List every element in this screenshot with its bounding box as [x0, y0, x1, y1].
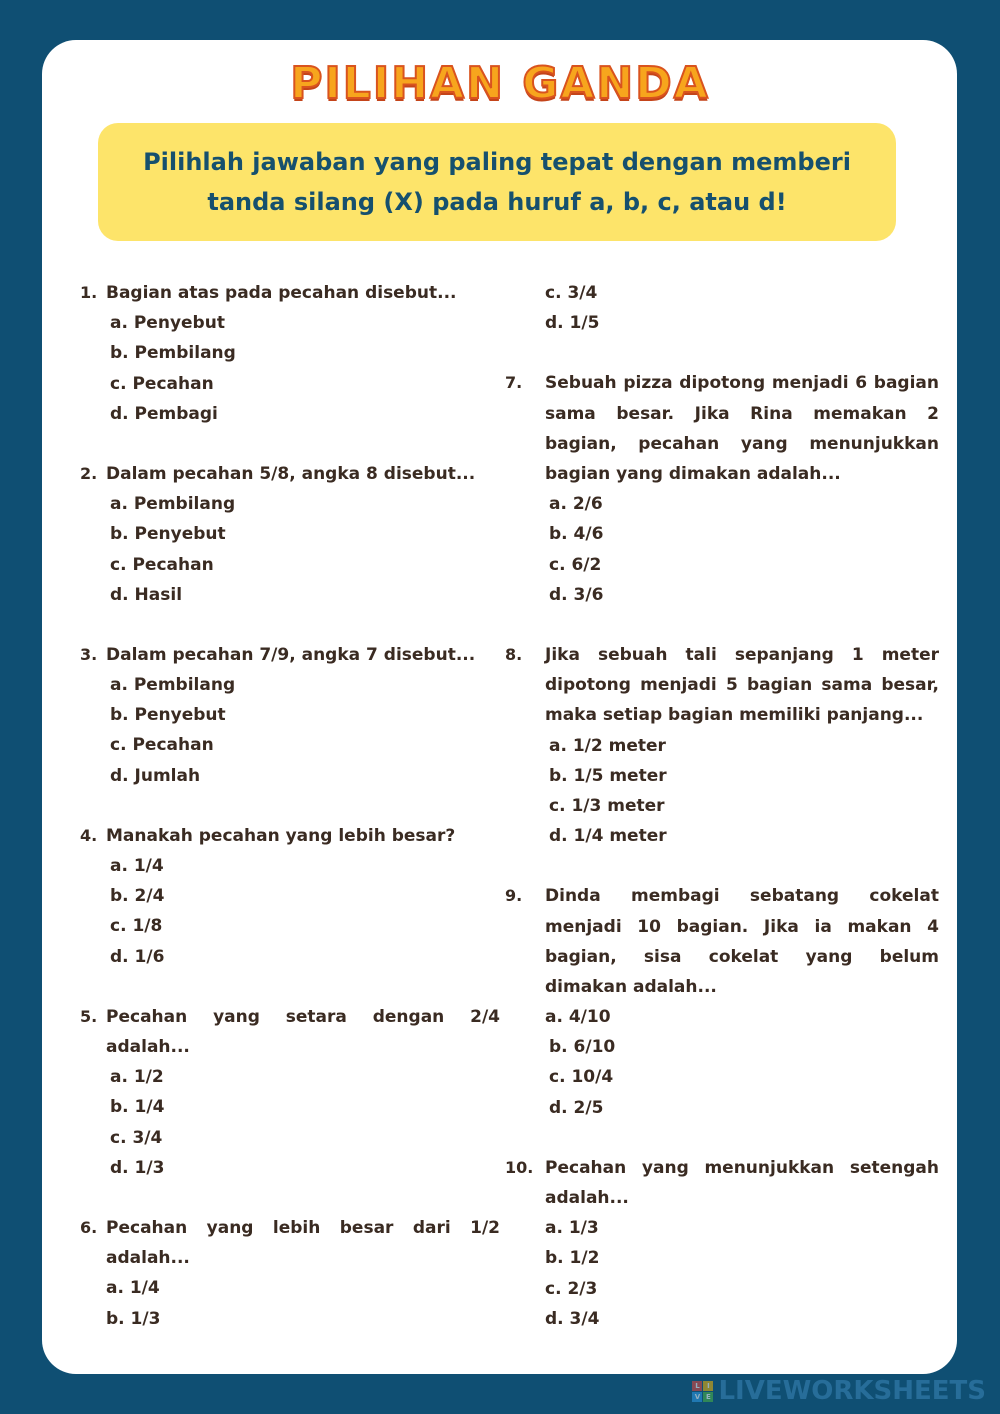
option-b[interactable]: b. 1/4 [110, 1097, 165, 1118]
option-b[interactable]: b. 1/3 [106, 1308, 161, 1329]
question-2 [80, 459, 500, 610]
liveworksheets-logo-icon [692, 1381, 713, 1402]
option-d[interactable]: d. Hasil [110, 584, 183, 605]
option-a[interactable]: a. 4/10 [545, 1007, 611, 1028]
question-number: 1. [80, 283, 98, 302]
option-d[interactable]: d. Pembagi [110, 403, 218, 424]
option-d[interactable]: d. 3/4 [545, 1308, 600, 1329]
question-6-continued [505, 278, 939, 338]
option-c[interactable]: c. Pecahan [110, 554, 214, 575]
option-a[interactable]: a. Pembilang [110, 494, 236, 515]
option-a[interactable]: a. 1/4 [110, 856, 164, 877]
question-text: Pecahan yang lebih besar dari 1/2 adalah... [106, 1217, 500, 1269]
option-c[interactable]: c. 3/4 [110, 1127, 163, 1148]
option-c[interactable]: c. 1/3 meter [549, 795, 665, 816]
option-b[interactable]: b. Penyebut [110, 705, 226, 726]
option-c[interactable]: c. Pecahan [110, 373, 214, 394]
option-d[interactable]: d. 1/3 [110, 1157, 165, 1178]
question-text: Pecahan yang menunjukkan setengah adalah... [545, 1157, 939, 1209]
question-8 [505, 640, 939, 851]
question-number: 5. [80, 1006, 98, 1026]
option-a[interactable]: a. Penyebut [110, 313, 225, 334]
option-a[interactable]: a. 2/6 [549, 494, 603, 515]
option-d[interactable]: d. 3/6 [549, 584, 604, 605]
option-a[interactable]: a. 1/4 [106, 1278, 160, 1299]
question-number: 9. [505, 886, 523, 906]
option-c[interactable]: c. 1/8 [110, 916, 163, 937]
option-a[interactable]: a. 1/2 meter [549, 735, 666, 756]
question-text: Jika sebuah tali sepanjang 1 meter dipotong menjadi 5 bagian sama besar, maka setiap bagian memiliki panjang... [545, 644, 939, 726]
option-d[interactable]: d. 2/5 [549, 1097, 604, 1118]
option-a[interactable]: a. 1/2 [110, 1067, 164, 1088]
logo-cell: L [692, 1381, 702, 1391]
question-4 [80, 821, 500, 972]
option-c[interactable]: c. Pecahan [110, 735, 214, 756]
option-c[interactable]: c. 2/3 [545, 1278, 598, 1299]
question-text: Dalam pecahan 7/9, angka 7 disebut... [106, 644, 476, 665]
option-d[interactable]: d. 1/4 meter [549, 826, 667, 847]
option-c[interactable]: c. 6/2 [549, 554, 602, 575]
option-c[interactable]: c. 3/4 [545, 283, 598, 303]
question-10 [505, 1153, 939, 1334]
question-1 [80, 278, 500, 429]
option-d[interactable]: d. Jumlah [110, 765, 201, 786]
option-b[interactable]: b. 6/10 [549, 1037, 616, 1058]
option-b[interactable]: b. Penyebut [110, 524, 226, 545]
question-7 [505, 368, 939, 610]
logo-cell: V [692, 1392, 702, 1402]
question-text: Dalam pecahan 5/8, angka 8 disebut... [106, 463, 476, 484]
option-b[interactable]: b. 4/6 [549, 524, 604, 545]
option-b[interactable]: b. Pembilang [110, 343, 236, 364]
question-9 [505, 881, 939, 1123]
question-6 [80, 1213, 500, 1334]
option-d[interactable]: d. 1/5 [545, 313, 600, 334]
brand-text: LIVEWORKSHEETS [718, 1376, 986, 1406]
question-text: Manakah pecahan yang lebih besar? [106, 825, 456, 846]
option-b[interactable]: b. 1/5 meter [549, 765, 667, 786]
logo-cell: E [703, 1392, 713, 1402]
question-number: 10. [505, 1157, 534, 1177]
instruction-banner [98, 123, 896, 241]
option-a[interactable]: a. 1/3 [545, 1218, 599, 1239]
instruction-text: Pilihlah jawaban yang paling tepat dengan memberi tanda silang (X) pada huruf a, b, c, atau d! [143, 148, 851, 216]
question-number: 8. [505, 644, 523, 664]
option-c[interactable]: c. 10/4 [549, 1067, 614, 1088]
question-number: 3. [80, 644, 98, 664]
question-number: 6. [80, 1217, 98, 1237]
question-number: 7. [505, 373, 523, 393]
question-number: 4. [80, 825, 98, 845]
option-b[interactable]: b. 2/4 [110, 886, 165, 907]
option-b[interactable]: b. 1/2 [545, 1248, 600, 1269]
option-d[interactable]: d. 1/6 [110, 946, 165, 967]
liveworksheets-watermark [692, 1376, 986, 1406]
question-text: Sebuah pizza dipotong menjadi 6 bagian sama besar. Jika Rina memakan 2 bagian, pecahan yang menunjukkan bagian yang dimakan adalah... [545, 373, 939, 484]
left-column [80, 278, 500, 1364]
question-text: Bagian atas pada pecahan disebut... [106, 283, 457, 303]
question-number: 2. [80, 463, 98, 483]
question-text: Dinda membagi sebatang cokelat menjadi 10 bagian. Jika ia makan 4 bagian, sisa cokelat yang belum dimakan adalah... [545, 886, 939, 997]
question-3 [80, 640, 500, 791]
logo-cell: I [703, 1381, 713, 1391]
worksheet-title: PILIHAN GANDA [290, 58, 710, 109]
option-a[interactable]: a. Pembilang [110, 675, 236, 696]
question-5 [80, 1002, 500, 1183]
right-column [505, 278, 939, 1364]
question-text: Pecahan yang setara dengan 2/4 adalah... [106, 1006, 500, 1058]
